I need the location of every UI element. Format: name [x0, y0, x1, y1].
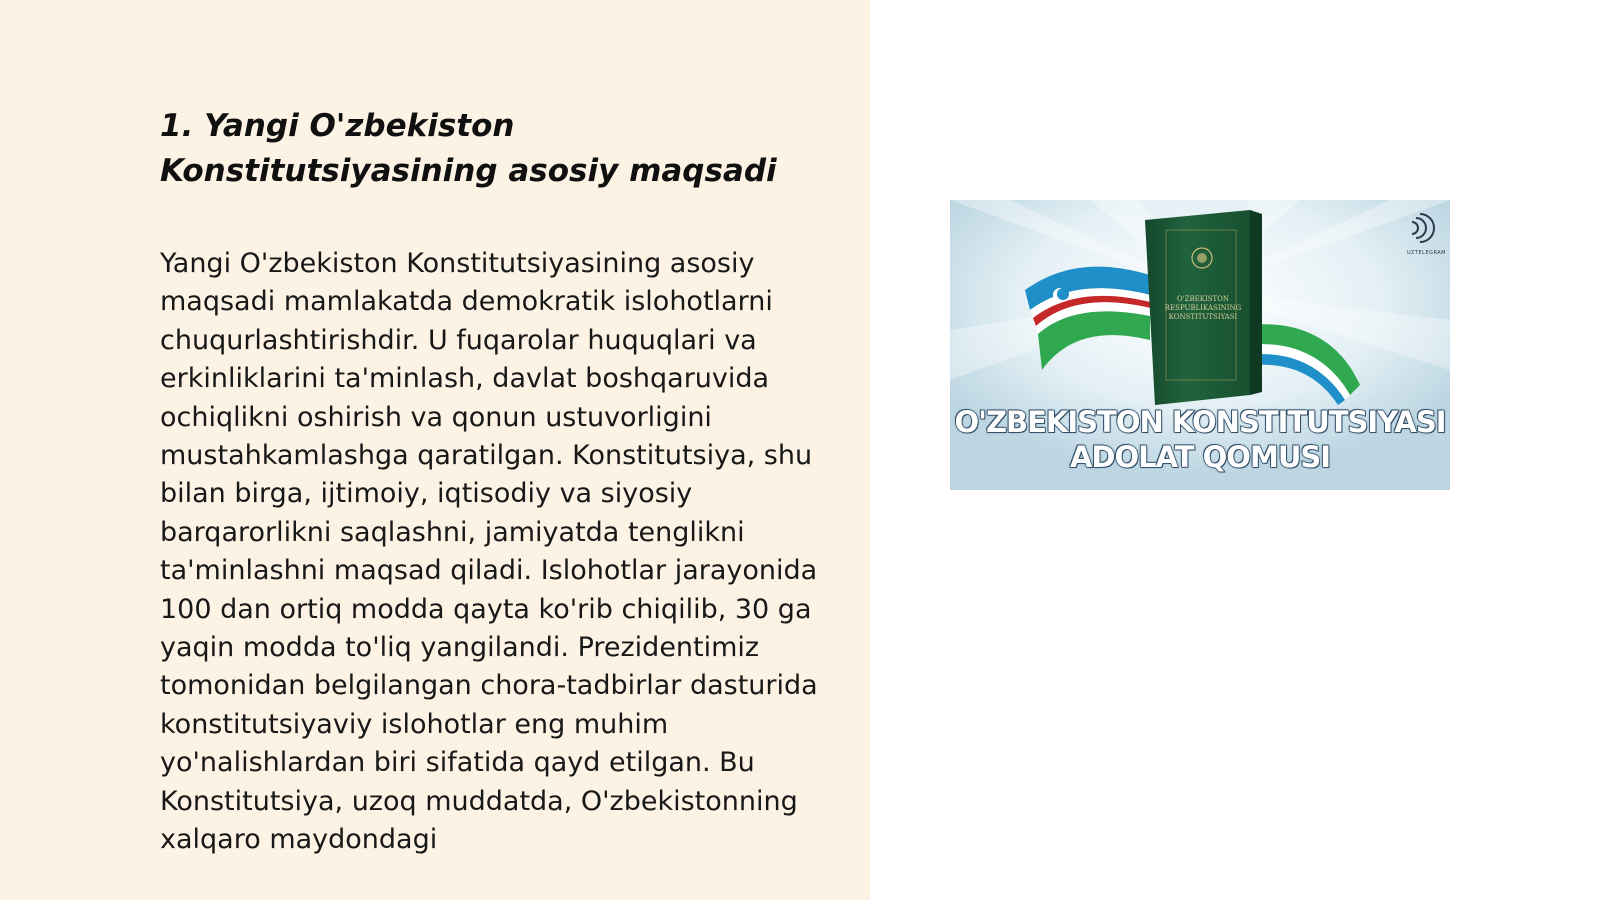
book-cover-title: O'ZBEKISTON RESPUBLIKASINING KONSTITUTSIYASI — [1164, 295, 1242, 321]
poster-caption-line1: O'ZBEKISTON KONSTITUTSIYASI — [954, 405, 1446, 439]
channel-logo-text: UZTELEGRAM — [1406, 250, 1446, 256]
slide-heading: 1. Yangi O'zbekiston Konstitutsiyasining asosiy maqsadi — [160, 108, 777, 189]
poster-caption-line2: ADOLAT QOMUSI — [1069, 440, 1331, 474]
constitution-poster-image — [950, 200, 1450, 490]
slide-body-text: Yangi O'zbekiston Konstitutsiyasining asosiy maqsadi mamlakatda demokratik islohotlarni chuqurlashtirishdir. U fuqarolar huquqlari va erkinliklarini ta'minlash, davlat boshqaruvida ochiqlikni oshirish va qonun ustuvorligini mustahkamlashga qaratilgan. Konstitutsiya, shu bilan birga, ijtimoiy, iqtisodiy va siyosiy barqarorlikni saqlashni, jamiyatda tenglikni ta'minlashni maqsad qiladi. Islohotlar jarayonida 100 dan ortiq modda qayta ko'rib chiqilib, 30 ga yaqin modda to'liq yangilandi. Prezidentimiz tomonidan belgilangan chora-tadbirlar dasturida konstitutsiyaviy islohotlar eng muhim yo'nalishlardan biri sifatida qayd etilgan. Bu Konstitutsiya, uzoq muddatda, O'zbekistonning xalqaro maydondagi — [160, 248, 818, 856]
